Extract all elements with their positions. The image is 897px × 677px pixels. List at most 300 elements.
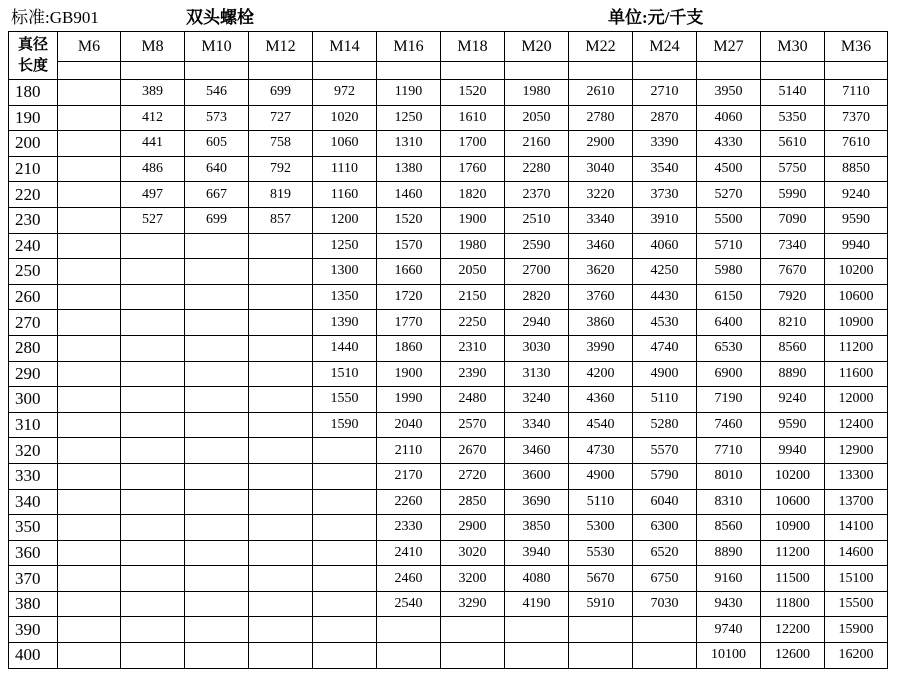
price-cell: 1770 bbox=[377, 310, 441, 336]
price-cell: 11800 bbox=[761, 591, 825, 617]
header-spacer-row bbox=[9, 62, 888, 80]
price-cell bbox=[58, 566, 121, 592]
price-cell bbox=[249, 438, 313, 464]
price-cell: 9940 bbox=[761, 438, 825, 464]
size-header-cell: M10 bbox=[185, 32, 249, 62]
price-cell: 8890 bbox=[761, 361, 825, 387]
price-cell bbox=[249, 540, 313, 566]
price-cell: 3390 bbox=[633, 131, 697, 157]
price-cell bbox=[185, 566, 249, 592]
price-cell: 9160 bbox=[697, 566, 761, 592]
price-cell bbox=[441, 643, 505, 669]
price-cell: 8560 bbox=[697, 515, 761, 541]
price-cell: 1980 bbox=[505, 80, 569, 106]
price-cell: 4540 bbox=[569, 412, 633, 438]
price-cell: 792 bbox=[249, 156, 313, 182]
price-cell: 3200 bbox=[441, 566, 505, 592]
price-cell: 3030 bbox=[505, 335, 569, 361]
price-cell bbox=[249, 284, 313, 310]
price-cell: 4250 bbox=[633, 259, 697, 285]
price-cell bbox=[185, 591, 249, 617]
header-spacer-cell bbox=[377, 62, 441, 80]
price-cell: 1550 bbox=[313, 387, 377, 413]
price-cell bbox=[249, 361, 313, 387]
price-cell bbox=[121, 335, 185, 361]
price-cell: 2280 bbox=[505, 156, 569, 182]
table-row bbox=[9, 566, 888, 592]
price-cell bbox=[58, 463, 121, 489]
price-cell: 1300 bbox=[313, 259, 377, 285]
price-cell bbox=[121, 463, 185, 489]
price-cell: 1190 bbox=[377, 80, 441, 106]
price-cell bbox=[58, 80, 121, 106]
header-spacer-cell bbox=[313, 62, 377, 80]
price-cell: 6750 bbox=[633, 566, 697, 592]
length-cell: 220 bbox=[9, 182, 58, 208]
price-cell bbox=[249, 463, 313, 489]
header-spacer-cell bbox=[121, 62, 185, 80]
size-header-cell: M27 bbox=[697, 32, 761, 62]
price-cell: 2610 bbox=[569, 80, 633, 106]
price-cell: 3940 bbox=[505, 540, 569, 566]
price-cell: 3540 bbox=[633, 156, 697, 182]
price-cell: 9940 bbox=[825, 233, 888, 259]
length-cell: 400 bbox=[9, 643, 58, 669]
price-cell: 573 bbox=[185, 105, 249, 131]
price-cell: 3690 bbox=[505, 489, 569, 515]
table-row bbox=[9, 438, 888, 464]
price-cell: 2040 bbox=[377, 412, 441, 438]
price-cell: 3600 bbox=[505, 463, 569, 489]
header-spacer-cell bbox=[249, 62, 313, 80]
price-cell: 10200 bbox=[761, 463, 825, 489]
length-cell: 260 bbox=[9, 284, 58, 310]
price-cell: 12400 bbox=[825, 412, 888, 438]
price-cell: 4430 bbox=[633, 284, 697, 310]
price-cell: 3460 bbox=[505, 438, 569, 464]
price-cell bbox=[249, 489, 313, 515]
price-cell: 3290 bbox=[441, 591, 505, 617]
price-cell: 6400 bbox=[697, 310, 761, 336]
price-cell: 667 bbox=[185, 182, 249, 208]
price-cell bbox=[58, 412, 121, 438]
price-cell: 2670 bbox=[441, 438, 505, 464]
price-cell: 3340 bbox=[569, 207, 633, 233]
price-cell: 2850 bbox=[441, 489, 505, 515]
length-cell: 270 bbox=[9, 310, 58, 336]
price-cell: 11200 bbox=[761, 540, 825, 566]
price-cell bbox=[377, 643, 441, 669]
price-cell: 1250 bbox=[377, 105, 441, 131]
price-cell bbox=[569, 643, 633, 669]
price-cell: 412 bbox=[121, 105, 185, 131]
price-cell: 7370 bbox=[825, 105, 888, 131]
length-cell: 230 bbox=[9, 207, 58, 233]
price-cell: 1570 bbox=[377, 233, 441, 259]
price-cell: 6520 bbox=[633, 540, 697, 566]
price-cell: 2570 bbox=[441, 412, 505, 438]
price-cell bbox=[58, 233, 121, 259]
price-cell: 15100 bbox=[825, 566, 888, 592]
price-cell: 14600 bbox=[825, 540, 888, 566]
price-cell: 2050 bbox=[505, 105, 569, 131]
price-cell bbox=[58, 131, 121, 157]
price-cell: 4900 bbox=[569, 463, 633, 489]
price-cell bbox=[441, 617, 505, 643]
price-cell bbox=[121, 259, 185, 285]
price-cell: 15500 bbox=[825, 591, 888, 617]
price-cell: 3130 bbox=[505, 361, 569, 387]
price-cell: 7340 bbox=[761, 233, 825, 259]
table-row bbox=[9, 591, 888, 617]
header-row bbox=[9, 32, 888, 62]
price-cell bbox=[58, 591, 121, 617]
price-cell: 2110 bbox=[377, 438, 441, 464]
price-cell: 7920 bbox=[761, 284, 825, 310]
price-cell: 4200 bbox=[569, 361, 633, 387]
header-spacer-cell bbox=[633, 62, 697, 80]
price-cell bbox=[185, 438, 249, 464]
price-cell: 2900 bbox=[569, 131, 633, 157]
price-cell: 546 bbox=[185, 80, 249, 106]
size-header-cell: M24 bbox=[633, 32, 697, 62]
length-cell: 320 bbox=[9, 438, 58, 464]
price-cell: 2870 bbox=[633, 105, 697, 131]
table-row bbox=[9, 131, 888, 157]
price-cell bbox=[249, 233, 313, 259]
price-cell: 13700 bbox=[825, 489, 888, 515]
price-cell bbox=[58, 515, 121, 541]
price-cell: 4360 bbox=[569, 387, 633, 413]
price-cell: 7030 bbox=[633, 591, 697, 617]
price-cell: 1760 bbox=[441, 156, 505, 182]
price-cell bbox=[58, 540, 121, 566]
price-cell: 4190 bbox=[505, 591, 569, 617]
price-cell bbox=[121, 361, 185, 387]
size-header-cell: M12 bbox=[249, 32, 313, 62]
price-cell: 1900 bbox=[377, 361, 441, 387]
price-cell: 9240 bbox=[761, 387, 825, 413]
price-cell: 6040 bbox=[633, 489, 697, 515]
price-cell: 4730 bbox=[569, 438, 633, 464]
price-cell: 4900 bbox=[633, 361, 697, 387]
price-cell bbox=[121, 566, 185, 592]
price-cell bbox=[58, 207, 121, 233]
price-cell: 2050 bbox=[441, 259, 505, 285]
size-header-cell: M30 bbox=[761, 32, 825, 62]
price-cell: 1700 bbox=[441, 131, 505, 157]
price-cell bbox=[313, 489, 377, 515]
price-cell: 1460 bbox=[377, 182, 441, 208]
price-cell: 2720 bbox=[441, 463, 505, 489]
price-cell: 5270 bbox=[697, 182, 761, 208]
price-cell: 1820 bbox=[441, 182, 505, 208]
price-cell bbox=[185, 412, 249, 438]
price-cell: 10900 bbox=[761, 515, 825, 541]
price-cell: 1200 bbox=[313, 207, 377, 233]
price-cell: 1060 bbox=[313, 131, 377, 157]
price-cell bbox=[121, 387, 185, 413]
price-cell bbox=[505, 643, 569, 669]
price-cell: 5280 bbox=[633, 412, 697, 438]
price-cell bbox=[313, 540, 377, 566]
table-row bbox=[9, 80, 888, 106]
price-cell: 2700 bbox=[505, 259, 569, 285]
length-cell: 290 bbox=[9, 361, 58, 387]
table-row bbox=[9, 233, 888, 259]
size-header-cell: M22 bbox=[569, 32, 633, 62]
size-header-cell: M8 bbox=[121, 32, 185, 62]
price-cell bbox=[185, 643, 249, 669]
price-cell: 2590 bbox=[505, 233, 569, 259]
price-cell: 2510 bbox=[505, 207, 569, 233]
length-cell: 200 bbox=[9, 131, 58, 157]
price-cell bbox=[313, 463, 377, 489]
price-cell: 441 bbox=[121, 131, 185, 157]
price-cell: 2170 bbox=[377, 463, 441, 489]
price-cell: 10600 bbox=[825, 284, 888, 310]
price-cell: 11600 bbox=[825, 361, 888, 387]
price-cell bbox=[569, 617, 633, 643]
length-cell: 370 bbox=[9, 566, 58, 592]
price-cell: 9740 bbox=[697, 617, 761, 643]
price-cell: 10200 bbox=[825, 259, 888, 285]
price-cell: 16200 bbox=[825, 643, 888, 669]
table-row bbox=[9, 489, 888, 515]
price-cell bbox=[58, 361, 121, 387]
length-cell: 330 bbox=[9, 463, 58, 489]
price-cell: 389 bbox=[121, 80, 185, 106]
price-cell: 7460 bbox=[697, 412, 761, 438]
price-cell: 3460 bbox=[569, 233, 633, 259]
length-cell: 310 bbox=[9, 412, 58, 438]
size-header-cell: M6 bbox=[58, 32, 121, 62]
price-cell: 640 bbox=[185, 156, 249, 182]
price-cell: 1250 bbox=[313, 233, 377, 259]
price-cell bbox=[185, 233, 249, 259]
length-cell: 210 bbox=[9, 156, 58, 182]
length-cell: 190 bbox=[9, 105, 58, 131]
header-spacer-cell bbox=[569, 62, 633, 80]
price-cell bbox=[121, 591, 185, 617]
price-cell bbox=[505, 617, 569, 643]
price-cell: 5980 bbox=[697, 259, 761, 285]
price-cell bbox=[249, 566, 313, 592]
price-cell: 7190 bbox=[697, 387, 761, 413]
price-cell: 2820 bbox=[505, 284, 569, 310]
table-row bbox=[9, 463, 888, 489]
price-cell: 5110 bbox=[633, 387, 697, 413]
price-cell: 4330 bbox=[697, 131, 761, 157]
price-cell: 9590 bbox=[825, 207, 888, 233]
price-cell: 1110 bbox=[313, 156, 377, 182]
price-cell bbox=[185, 515, 249, 541]
corner-header-cell bbox=[9, 32, 58, 80]
price-cell: 3240 bbox=[505, 387, 569, 413]
price-cell: 8010 bbox=[697, 463, 761, 489]
price-cell: 10100 bbox=[697, 643, 761, 669]
price-cell bbox=[58, 643, 121, 669]
price-cell: 12600 bbox=[761, 643, 825, 669]
table-row bbox=[9, 387, 888, 413]
price-cell bbox=[121, 284, 185, 310]
price-cell bbox=[121, 489, 185, 515]
price-cell: 14100 bbox=[825, 515, 888, 541]
price-cell: 8850 bbox=[825, 156, 888, 182]
price-cell bbox=[185, 617, 249, 643]
table-row bbox=[9, 182, 888, 208]
price-cell: 1160 bbox=[313, 182, 377, 208]
price-cell: 7110 bbox=[825, 80, 888, 106]
price-cell bbox=[121, 438, 185, 464]
price-cell: 2310 bbox=[441, 335, 505, 361]
price-cell: 1020 bbox=[313, 105, 377, 131]
price-cell: 5500 bbox=[697, 207, 761, 233]
price-cell bbox=[121, 617, 185, 643]
price-cell: 4080 bbox=[505, 566, 569, 592]
price-cell: 7710 bbox=[697, 438, 761, 464]
size-header-cell: M36 bbox=[825, 32, 888, 62]
header-spacer-cell bbox=[505, 62, 569, 80]
price-cell bbox=[249, 259, 313, 285]
price-cell: 1720 bbox=[377, 284, 441, 310]
price-cell: 10600 bbox=[761, 489, 825, 515]
price-cell bbox=[249, 310, 313, 336]
price-cell: 12900 bbox=[825, 438, 888, 464]
price-cell bbox=[249, 515, 313, 541]
price-cell bbox=[121, 412, 185, 438]
price-cell: 6900 bbox=[697, 361, 761, 387]
price-cell: 4060 bbox=[697, 105, 761, 131]
price-cell: 699 bbox=[249, 80, 313, 106]
price-cell bbox=[121, 310, 185, 336]
table-row bbox=[9, 540, 888, 566]
price-cell bbox=[58, 387, 121, 413]
price-cell bbox=[58, 259, 121, 285]
table-row bbox=[9, 284, 888, 310]
table-row bbox=[9, 207, 888, 233]
length-cell: 250 bbox=[9, 259, 58, 285]
price-cell: 2390 bbox=[441, 361, 505, 387]
price-cell: 3860 bbox=[569, 310, 633, 336]
price-cell: 2540 bbox=[377, 591, 441, 617]
price-cell bbox=[58, 105, 121, 131]
price-cell bbox=[121, 233, 185, 259]
price-table bbox=[8, 31, 888, 669]
price-cell: 2900 bbox=[441, 515, 505, 541]
price-cell: 857 bbox=[249, 207, 313, 233]
price-cell: 758 bbox=[249, 131, 313, 157]
price-cell bbox=[249, 335, 313, 361]
price-cell bbox=[58, 156, 121, 182]
price-cell: 9430 bbox=[697, 591, 761, 617]
price-cell: 605 bbox=[185, 131, 249, 157]
price-cell: 1980 bbox=[441, 233, 505, 259]
length-cell: 390 bbox=[9, 617, 58, 643]
price-cell: 10900 bbox=[825, 310, 888, 336]
price-cell: 1990 bbox=[377, 387, 441, 413]
price-cell: 1860 bbox=[377, 335, 441, 361]
price-cell: 6300 bbox=[633, 515, 697, 541]
price-cell bbox=[633, 643, 697, 669]
corner-label-length: 长度 bbox=[17, 57, 48, 74]
price-cell bbox=[185, 284, 249, 310]
price-cell bbox=[185, 387, 249, 413]
price-cell: 5140 bbox=[761, 80, 825, 106]
price-cell: 5110 bbox=[569, 489, 633, 515]
price-cell: 9240 bbox=[825, 182, 888, 208]
price-cell bbox=[313, 438, 377, 464]
price-cell: 5530 bbox=[569, 540, 633, 566]
price-cell: 819 bbox=[249, 182, 313, 208]
price-cell: 4740 bbox=[633, 335, 697, 361]
table-row bbox=[9, 617, 888, 643]
price-cell bbox=[249, 617, 313, 643]
price-cell: 1390 bbox=[313, 310, 377, 336]
price-cell: 2160 bbox=[505, 131, 569, 157]
length-cell: 380 bbox=[9, 591, 58, 617]
price-cell bbox=[121, 540, 185, 566]
unit-label: 单位:元/千支 bbox=[608, 8, 704, 27]
price-cell: 5750 bbox=[761, 156, 825, 182]
length-cell: 240 bbox=[9, 233, 58, 259]
price-cell: 6150 bbox=[697, 284, 761, 310]
length-cell: 340 bbox=[9, 489, 58, 515]
price-cell: 2780 bbox=[569, 105, 633, 131]
corner-label-diameter: 真径 bbox=[17, 36, 48, 53]
price-cell: 1520 bbox=[377, 207, 441, 233]
price-cell: 699 bbox=[185, 207, 249, 233]
price-cell bbox=[633, 617, 697, 643]
header-spacer-cell bbox=[697, 62, 761, 80]
price-cell: 7090 bbox=[761, 207, 825, 233]
header-spacer-cell bbox=[761, 62, 825, 80]
table-row bbox=[9, 361, 888, 387]
price-cell: 13300 bbox=[825, 463, 888, 489]
price-cell bbox=[58, 335, 121, 361]
price-cell: 11500 bbox=[761, 566, 825, 592]
price-cell: 1660 bbox=[377, 259, 441, 285]
standard-label: 标准:GB901 bbox=[11, 8, 99, 27]
price-cell bbox=[121, 515, 185, 541]
price-cell: 5790 bbox=[633, 463, 697, 489]
length-cell: 180 bbox=[9, 80, 58, 106]
price-cell: 527 bbox=[121, 207, 185, 233]
price-cell bbox=[185, 540, 249, 566]
table-row bbox=[9, 105, 888, 131]
price-cell: 4060 bbox=[633, 233, 697, 259]
price-cell: 1900 bbox=[441, 207, 505, 233]
price-cell: 1440 bbox=[313, 335, 377, 361]
price-cell: 1520 bbox=[441, 80, 505, 106]
price-cell: 3340 bbox=[505, 412, 569, 438]
price-cell bbox=[313, 591, 377, 617]
price-cell: 2260 bbox=[377, 489, 441, 515]
price-cell: 3040 bbox=[569, 156, 633, 182]
length-cell: 360 bbox=[9, 540, 58, 566]
document-title: 双头螺栓 bbox=[186, 8, 254, 27]
price-cell bbox=[313, 566, 377, 592]
price-cell: 5350 bbox=[761, 105, 825, 131]
price-cell bbox=[185, 310, 249, 336]
price-cell: 2330 bbox=[377, 515, 441, 541]
price-cell: 3910 bbox=[633, 207, 697, 233]
price-cell bbox=[249, 412, 313, 438]
price-cell bbox=[249, 643, 313, 669]
price-cell: 5910 bbox=[569, 591, 633, 617]
length-cell: 280 bbox=[9, 335, 58, 361]
price-cell: 15900 bbox=[825, 617, 888, 643]
